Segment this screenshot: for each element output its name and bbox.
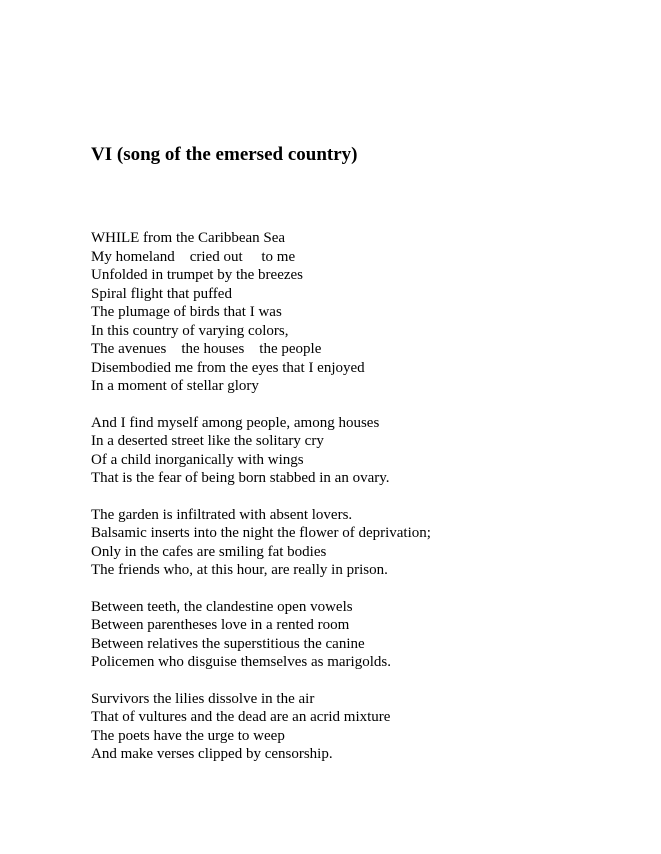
poem-line: In this country of varying colors, (91, 322, 289, 339)
poem-line: The plumage of birds that I was (91, 304, 282, 320)
poem-line: And I find myself among people, among houses (91, 414, 380, 431)
stanza-2 (91, 414, 631, 488)
poem-line: Survivors the lilies dissolve in the air (91, 690, 315, 707)
poem-line: Between teeth, the clandestine open vowels (91, 598, 353, 615)
poem-line: Between relatives the superstitious the canine (91, 635, 365, 652)
poem-title: VI (song of the emersed country) (91, 144, 358, 165)
poem-line: The poets have the urge to weep (91, 727, 285, 744)
poem-line: In a deserted street like the solitary cry (91, 433, 324, 449)
stanza-5 (91, 690, 631, 764)
poem-line: Unfolded in trumpet by the breezes (91, 267, 304, 283)
poem-line: Between parentheses love in a rented room (91, 617, 350, 633)
poem-line: WHILE from the Caribbean Sea (91, 230, 286, 246)
poem-line: Of a child inorganically with wings (91, 451, 304, 468)
stanza-3 (91, 506, 631, 580)
poem-line: Balsamic inserts into the night the flower of deprivation; (91, 525, 431, 541)
poem-line: The avenues the houses the people (91, 341, 322, 357)
poem-line: My homeland cried out to me (91, 248, 296, 265)
poem-line: Disembodied me from the eyes that I enjoyed (91, 359, 365, 376)
poem-line: Spiral flight that puffed (91, 285, 232, 302)
stanza-4 (91, 598, 631, 672)
poem-line: That is the fear of being born stabbed in an ovary. (91, 470, 390, 486)
poem-line: In a moment of stellar glory (91, 378, 259, 394)
stanza-1 (91, 229, 631, 396)
poem-line: That of vultures and the dead are an acrid mixture (91, 709, 391, 725)
poem-line: The garden is infiltrated with absent lovers. (91, 506, 353, 523)
poem-line: And make verses clipped by censorship. (91, 746, 333, 762)
poem-line: Only in the cafes are smiling fat bodies (91, 543, 327, 560)
poem-line: Policemen who disguise themselves as marigolds. (91, 654, 391, 670)
poem-line: The friends who, at this hour, are really in prison. (91, 562, 388, 578)
poem-body (91, 229, 631, 782)
